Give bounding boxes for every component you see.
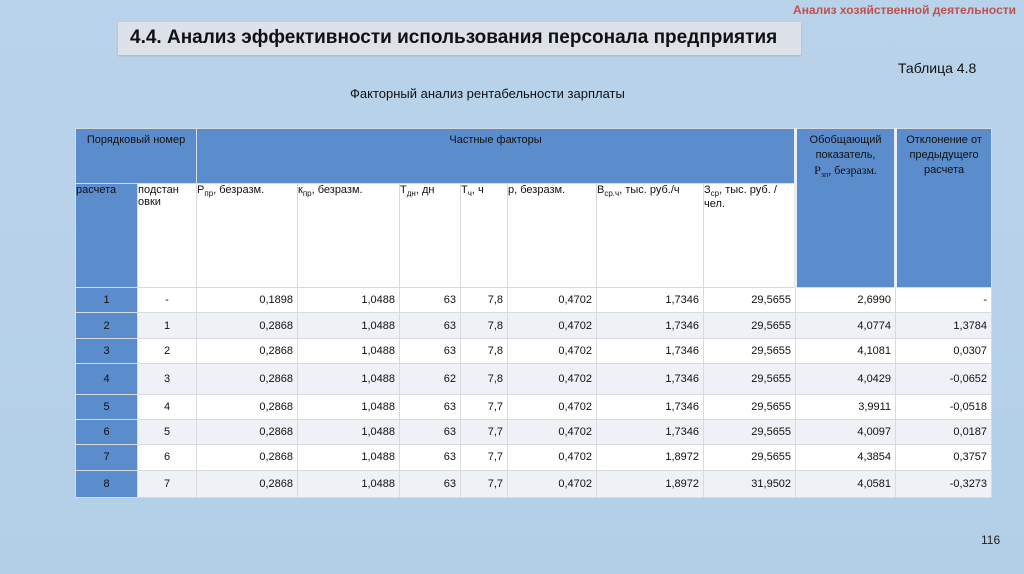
value-cell: 0,4702 xyxy=(508,288,597,313)
value-cell: 2,6990 xyxy=(796,288,896,313)
row-number-cell: 5 xyxy=(76,394,138,419)
header-calc xyxy=(76,184,138,288)
row-number-cell: 6 xyxy=(76,419,138,444)
header-order-number xyxy=(76,129,197,184)
value-cell: 0,2868 xyxy=(197,470,298,497)
header-summary-text: Обобщающий показатель, xyxy=(809,134,882,161)
value-cell: 1,7346 xyxy=(597,364,704,394)
value-cell: 0,0307 xyxy=(896,338,992,363)
table-row xyxy=(76,338,992,363)
f6-tail: , тыс. руб./ч xyxy=(619,184,680,196)
value-cell: 7,7 xyxy=(461,419,508,444)
substitution-cell: 5 xyxy=(138,419,197,444)
value-cell: 63 xyxy=(400,445,461,470)
value-cell: 0,2868 xyxy=(197,313,298,338)
value-cell: 0,4702 xyxy=(508,445,597,470)
value-cell: 1,0488 xyxy=(298,445,400,470)
value-cell: 0,4702 xyxy=(508,338,597,363)
f2-sym: к xyxy=(298,184,303,196)
table-row xyxy=(76,364,992,394)
value-cell: 29,5655 xyxy=(704,364,796,394)
value-cell: -0,0652 xyxy=(896,364,992,394)
table-row xyxy=(76,288,992,313)
value-cell: 1,0488 xyxy=(298,394,400,419)
table-row xyxy=(76,313,992,338)
row-number-cell: 7 xyxy=(76,445,138,470)
header-summary-symbol xyxy=(814,163,877,177)
value-cell: 3,9911 xyxy=(796,394,896,419)
value-cell: 0,2868 xyxy=(197,419,298,444)
page-number: 116 xyxy=(981,533,1001,547)
header-summary-indicator xyxy=(796,129,896,288)
f1-sub: пр xyxy=(204,189,214,198)
value-cell: 7,8 xyxy=(461,288,508,313)
f3-tail: , дн xyxy=(415,184,435,196)
value-cell: 1,0488 xyxy=(298,288,400,313)
f3-sym: Т xyxy=(400,184,407,196)
value-cell: 1,7346 xyxy=(597,338,704,363)
f4-sym: Т xyxy=(461,184,468,196)
value-cell: 4,3854 xyxy=(796,445,896,470)
table-caption: Факторный анализ рентабельности зарплаты xyxy=(350,86,625,101)
value-cell: 0,4702 xyxy=(508,394,597,419)
header-factor-zsr xyxy=(704,184,796,288)
value-cell: 7,8 xyxy=(461,338,508,363)
substitution-cell: 6 xyxy=(138,445,197,470)
value-cell: 7,7 xyxy=(461,470,508,497)
f4-tail: , ч xyxy=(471,184,484,196)
substitution-cell: 2 xyxy=(138,338,197,363)
value-cell: 4,1081 xyxy=(796,338,896,363)
value-cell: 1,0488 xyxy=(298,364,400,394)
summary-sym: Р xyxy=(814,163,821,177)
value-cell: 7,8 xyxy=(461,313,508,338)
f2-sub: пр xyxy=(302,189,312,198)
summary-sub: зп xyxy=(820,170,829,179)
row-number-cell: 4 xyxy=(76,364,138,394)
f7-sym: З xyxy=(704,184,711,196)
value-cell: 7,8 xyxy=(461,364,508,394)
value-cell: 29,5655 xyxy=(704,445,796,470)
header-factor-vsrch xyxy=(597,184,704,288)
value-cell: 29,5655 xyxy=(704,394,796,419)
table-row xyxy=(76,419,992,444)
header-factor-kpr xyxy=(298,184,400,288)
f6-sym: В xyxy=(597,184,605,196)
header-factor-tch xyxy=(461,184,508,288)
f5-text: р, безразм. xyxy=(508,184,566,196)
value-cell: - xyxy=(896,288,992,313)
value-cell: 0,4702 xyxy=(508,313,597,338)
value-cell: 0,3757 xyxy=(896,445,992,470)
title-box xyxy=(118,22,801,55)
f7-tail: , тыс. руб. /чел. xyxy=(704,184,777,210)
summary-tail: , безразм. xyxy=(828,163,877,177)
value-cell: 7,7 xyxy=(461,445,508,470)
value-cell: 63 xyxy=(400,313,461,338)
value-cell: 1,0488 xyxy=(298,470,400,497)
header-subst xyxy=(138,184,197,288)
value-cell: 0,4702 xyxy=(508,419,597,444)
value-cell: 62 xyxy=(400,364,461,394)
value-cell: 1,7346 xyxy=(597,288,704,313)
value-cell: 29,5655 xyxy=(704,288,796,313)
table-row xyxy=(76,445,992,470)
value-cell: 1,7346 xyxy=(597,394,704,419)
header-order-number-text: Порядковый номер xyxy=(86,134,186,146)
value-cell: 0,2868 xyxy=(197,445,298,470)
value-cell: 1,0488 xyxy=(298,338,400,363)
value-cell: 0,4702 xyxy=(508,470,597,497)
substitution-cell: 7 xyxy=(138,470,197,497)
value-cell: 1,0488 xyxy=(298,313,400,338)
value-cell: 4,0581 xyxy=(796,470,896,497)
value-cell: 0,0187 xyxy=(896,419,992,444)
header-partial-factors xyxy=(197,129,796,184)
f3-sub: дн xyxy=(406,189,416,198)
value-cell: -0,0518 xyxy=(896,394,992,419)
value-cell: 29,5655 xyxy=(704,338,796,363)
factor-analysis-table xyxy=(75,128,992,498)
value-cell: -0,3273 xyxy=(896,470,992,497)
f7-sub: ср xyxy=(710,189,720,198)
table-row xyxy=(76,470,992,497)
header-factor-ppr xyxy=(197,184,298,288)
header-subst-text: подстан овки xyxy=(138,184,179,208)
f2-tail: , безразм. xyxy=(311,184,363,196)
value-cell: 63 xyxy=(400,288,461,313)
value-cell: 7,7 xyxy=(461,394,508,419)
value-cell: 63 xyxy=(400,394,461,419)
value-cell: 29,5655 xyxy=(704,313,796,338)
value-cell: 0,2868 xyxy=(197,394,298,419)
row-number-cell: 3 xyxy=(76,338,138,363)
value-cell: 1,0488 xyxy=(298,419,400,444)
value-cell: 29,5655 xyxy=(704,419,796,444)
table-body xyxy=(76,288,992,498)
substitution-cell: 3 xyxy=(138,364,197,394)
value-cell: 63 xyxy=(400,419,461,444)
row-number-cell: 1 xyxy=(76,288,138,313)
table-row xyxy=(76,394,992,419)
header-factor-tdn xyxy=(400,184,461,288)
header-factor-r xyxy=(508,184,597,288)
value-cell: 63 xyxy=(400,470,461,497)
row-number-cell: 8 xyxy=(76,470,138,497)
section-label: Анализ хозяйственной деятельности xyxy=(793,3,1016,17)
value-cell: 4,0774 xyxy=(796,313,896,338)
substitution-cell: 1 xyxy=(138,313,197,338)
table-reference: Таблица 4.8 xyxy=(898,60,977,76)
value-cell: 1,3784 xyxy=(896,313,992,338)
value-cell: 4,0097 xyxy=(796,419,896,444)
value-cell: 31,9502 xyxy=(704,470,796,497)
value-cell: 1,8972 xyxy=(597,445,704,470)
f6-sub: ср.ч xyxy=(604,189,620,198)
value-cell: 4,0429 xyxy=(796,364,896,394)
f4-sub: ч xyxy=(467,189,472,198)
f1-tail: , безразм. xyxy=(213,184,265,196)
header-partial-factors-text: Частные факторы xyxy=(449,134,542,146)
header-calc-text: расчета xyxy=(76,184,117,196)
value-cell: 1,7346 xyxy=(597,419,704,444)
substitution-cell: - xyxy=(138,288,197,313)
value-cell: 0,2868 xyxy=(197,364,298,394)
value-cell: 0,1898 xyxy=(197,288,298,313)
f1-sym: Р xyxy=(197,184,205,196)
value-cell: 1,7346 xyxy=(597,313,704,338)
header-deviation-text: Отклонение от предыдущего расчета xyxy=(906,134,982,176)
header-deviation xyxy=(896,129,992,288)
value-cell: 63 xyxy=(400,338,461,363)
substitution-cell: 4 xyxy=(138,394,197,419)
value-cell: 0,2868 xyxy=(197,338,298,363)
value-cell: 0,4702 xyxy=(508,364,597,394)
value-cell: 1,8972 xyxy=(597,470,704,497)
page-title: 4.4. Анализ эффективности использования персонала предприятия xyxy=(130,27,778,48)
row-number-cell: 2 xyxy=(76,313,138,338)
